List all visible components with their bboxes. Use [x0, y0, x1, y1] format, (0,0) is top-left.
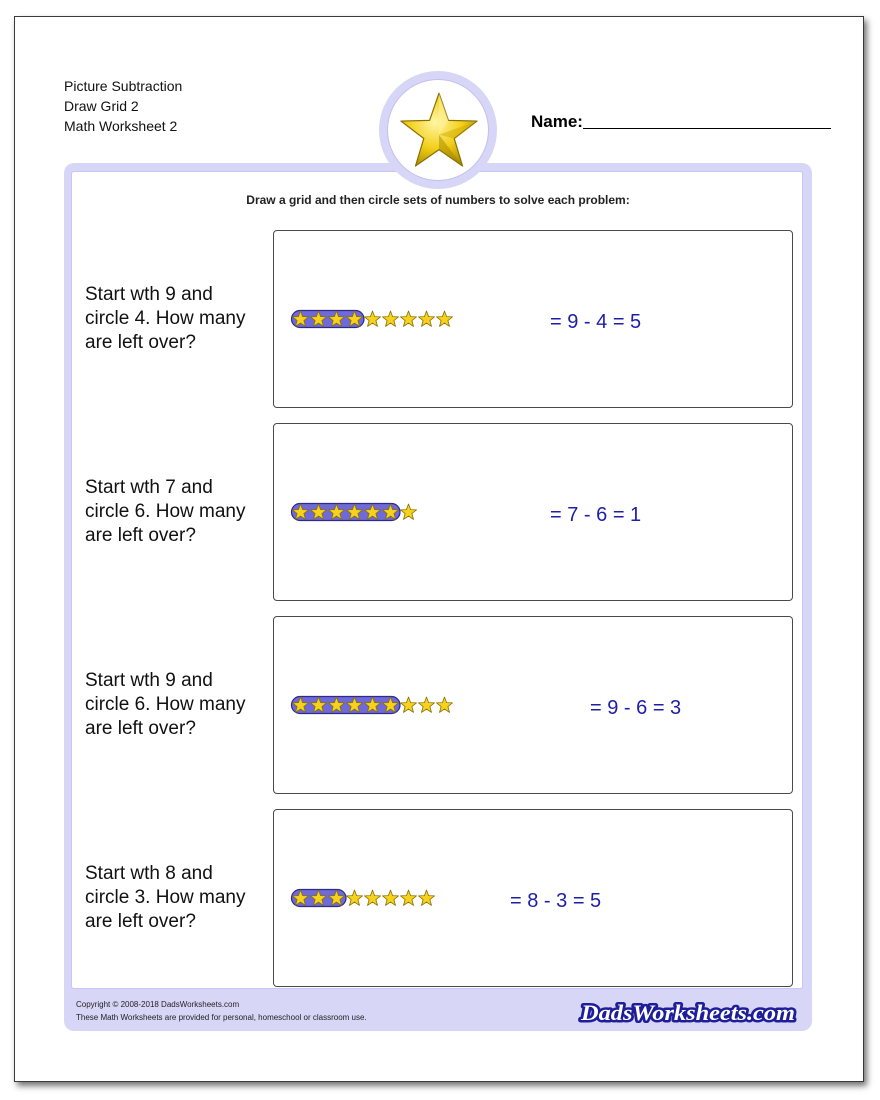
- star-icon: [400, 890, 416, 905]
- worksheet-title: Picture Subtraction: [64, 78, 183, 94]
- answer-box[interactable]: [273, 423, 793, 601]
- star-icon: [436, 697, 452, 712]
- problem-4: [15, 809, 865, 987]
- question-line: circle 6. How many: [85, 694, 246, 715]
- question-line: are left over?: [85, 332, 196, 353]
- logo-text: DadsWorksheets.com: [579, 1000, 795, 1025]
- stars-svg: [291, 309, 457, 329]
- problem-question: [85, 669, 270, 741]
- question-line: Start wth 9 and: [85, 284, 213, 305]
- answer-box[interactable]: [273, 616, 793, 794]
- worksheet-page: [14, 16, 864, 1082]
- star-icon: [400, 311, 416, 326]
- circled-set: [292, 504, 401, 521]
- stars-svg: [291, 502, 421, 522]
- instruction-text: Draw a grid and then circle sets of numbers to solve each problem:: [246, 193, 630, 207]
- question-line: Start wth 7 and: [85, 477, 213, 498]
- question-line: are left over?: [85, 911, 196, 932]
- footer: [64, 991, 812, 1031]
- circled-set: [292, 697, 401, 714]
- star-icon: [399, 90, 479, 170]
- equation: = 9 - 6 = 3: [590, 697, 682, 719]
- name-line[interactable]: [583, 128, 831, 129]
- star-icon: [346, 890, 362, 905]
- name-label: Name:: [531, 112, 583, 131]
- question-line: Start wth 8 and: [85, 863, 213, 884]
- copyright-text: Copyright © 2008-2018 DadsWorksheets.com: [76, 1000, 240, 1009]
- problem-question: [85, 862, 270, 934]
- question-line: circle 3. How many: [85, 887, 246, 908]
- star-icon: [382, 311, 398, 326]
- problem-2: [15, 423, 865, 601]
- equation: = 9 - 4 = 5: [550, 311, 642, 333]
- equation: = 7 - 6 = 1: [550, 504, 642, 526]
- answer-box[interactable]: [273, 809, 793, 987]
- star-icon: [418, 697, 434, 712]
- answer-box[interactable]: [273, 230, 793, 408]
- star-icon: [364, 890, 380, 905]
- equation: = 8 - 3 = 5: [510, 890, 602, 912]
- question-line: are left over?: [85, 718, 196, 739]
- question-line: circle 6. How many: [85, 501, 246, 522]
- usage-notice: These Math Worksheets are provided for personal, homeschool or classroom use.: [76, 1013, 367, 1022]
- question-line: are left over?: [85, 525, 196, 546]
- problem-question: [85, 283, 270, 355]
- dadsworksheets-logo: [578, 996, 798, 1028]
- star-icon: [400, 504, 416, 519]
- question-line: Start wth 9 and: [85, 670, 213, 691]
- star-badge: [379, 71, 497, 189]
- problem-3: [15, 616, 865, 794]
- stars-svg: [291, 888, 439, 908]
- problem-1: [15, 230, 865, 408]
- question-line: circle 4. How many: [85, 308, 246, 329]
- worksheet-subtitle: Draw Grid 2: [64, 98, 139, 114]
- stars-svg: [291, 695, 457, 715]
- star-icon: [400, 697, 416, 712]
- star-icon: [418, 890, 434, 905]
- star-icon: [436, 311, 452, 326]
- star-badge-ring: [387, 79, 489, 181]
- worksheet-number: Math Worksheet 2: [64, 118, 178, 134]
- star-icon: [382, 890, 398, 905]
- star-icon: [364, 311, 380, 326]
- star-icon: [418, 311, 434, 326]
- problem-question: [85, 476, 270, 548]
